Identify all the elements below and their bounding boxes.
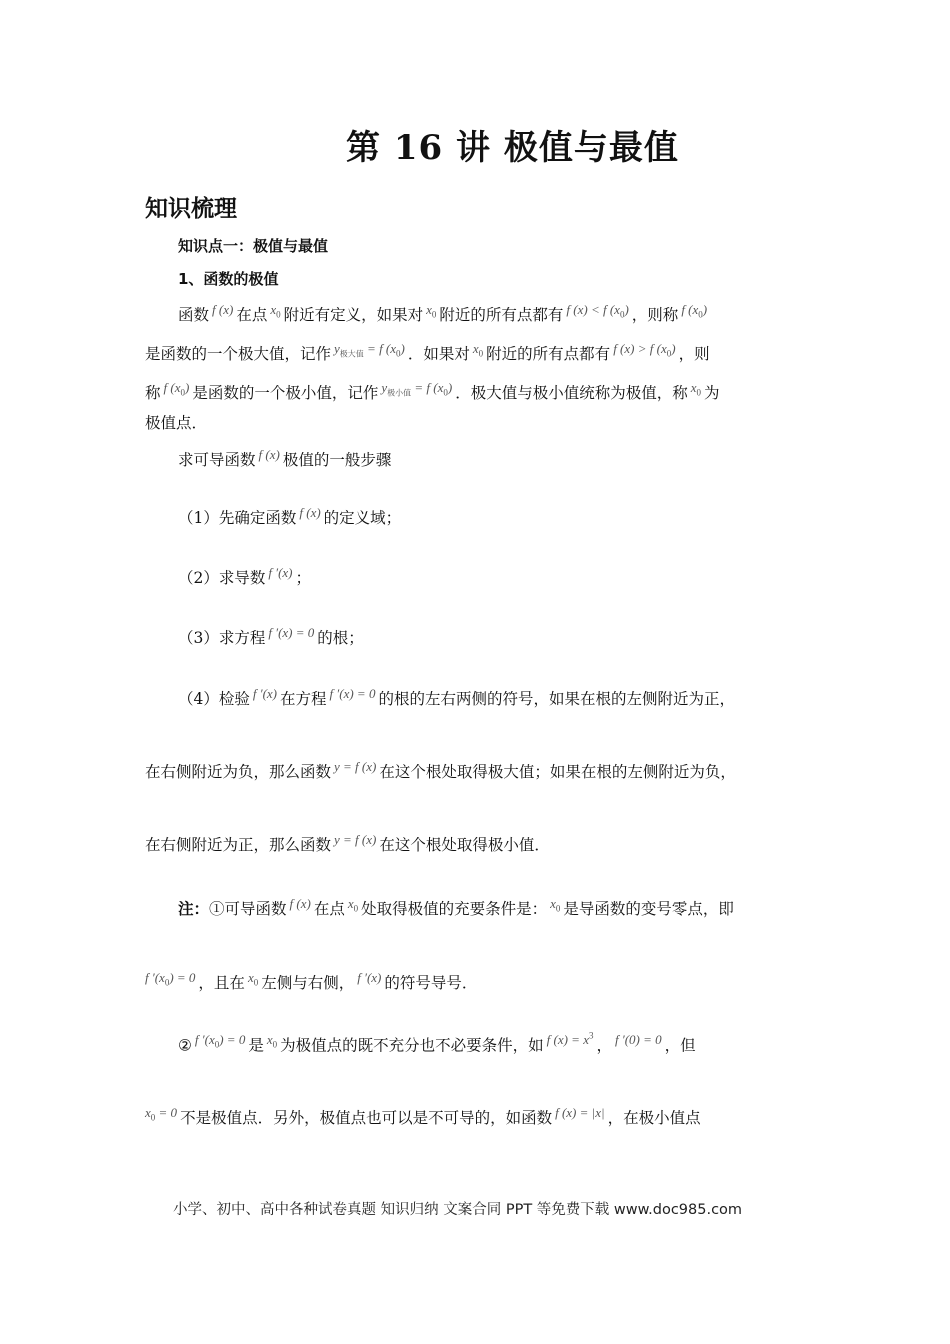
note-line-2: $^{f '(x_0) = 0}$ ，且在 $^{x_0}$ 左侧与右侧， $^{f '(x)}$ 的符号导号． (145, 970, 478, 992)
paragraph-line-2: 是函数的一个极大值，记作 $^{y_{极大值} = f (x_0)}$ ．如果对 $^{x_0}$ 附近的所有点都有 $^{f (x) > f (x_0)}$ ，则 (145, 341, 710, 363)
paragraph-line-4: 极值点． (145, 414, 208, 432)
subsection-heading: 1、函数的极值 (178, 270, 279, 288)
step-3: （3）求方程 $^{f '(x) = 0}$ 的根； (178, 625, 364, 647)
step-4-line-2: 在右侧附近为负，那么函数 $^{y = f (x)}$ 在这个根处取得极大值；如果在根的左侧附近为负， (145, 759, 736, 781)
section-heading: 知识梳理 (145, 196, 237, 222)
footer-text: 小学、初中、高中各种试卷真题 知识归纳 文案合同 PPT 等免费下载 www.doc985.com (173, 1202, 743, 1218)
steps-intro: 求可导函数 $^{f (x)}$ 极值的一般步骤 (178, 447, 392, 469)
step-1: （1）先确定函数 $^{f (x)}$ 的定义域； (178, 505, 402, 527)
paragraph-line-1: 函数 $^{f (x)}$ 在点 $^{x_0}$ 附近有定义，如果对 $^{x_0}$ 附近的所有点都有 $^{f (x) < f (x_0)}$ ，则称 $^{f (x_0)}$ (178, 302, 708, 324)
knowledge-point-heading: 知识点一：极值与最值 (178, 237, 329, 255)
step-4-line-3: 在右侧附近为正，那么函数 $^{y = f (x)}$ 在这个根处取得极小值． (145, 832, 550, 854)
note-line-4: $^{x_0 = 0}$ 不是极值点．另外，极值点也可以是不可导的，如函数 $^{f (x) = |x|}$ ，在极小值点 (145, 1105, 701, 1127)
step-4: （4）检验 $^{f '(x)}$ 在方程 $^{f '(x) = 0}$ 的根的左右两侧的符号，如果在根的左侧附近为正， (178, 686, 735, 708)
paragraph-line-3: 称 $^{f (x_0)}$ 是函数的一个极小值，记作 $^{y_{极小值} = f (x_0)}$ ．极大值与极小值统称为极值，称 $^{x_0}$ 为 (145, 380, 720, 402)
page-title: 第 16 讲 极值与最值 (346, 128, 679, 168)
note-line-3: ② $^{f '(x_0) = 0}$ 是 $^{x_0}$ 为极值点的既不充分也不必要条件，如 $^{f (x) = x^3}$， $^{f '(0) = 0}$ ，但 (178, 1031, 696, 1055)
note-line-1: 注：①可导函数 $^{f (x)}$ 在点 $^{x_0}$ 处取得极值的充要条件是： $^{x_0}$ 是导函数的变号零点，即 (178, 896, 734, 918)
step-2: （2）求导数 $^{f '(x)}$ ； (178, 565, 312, 587)
